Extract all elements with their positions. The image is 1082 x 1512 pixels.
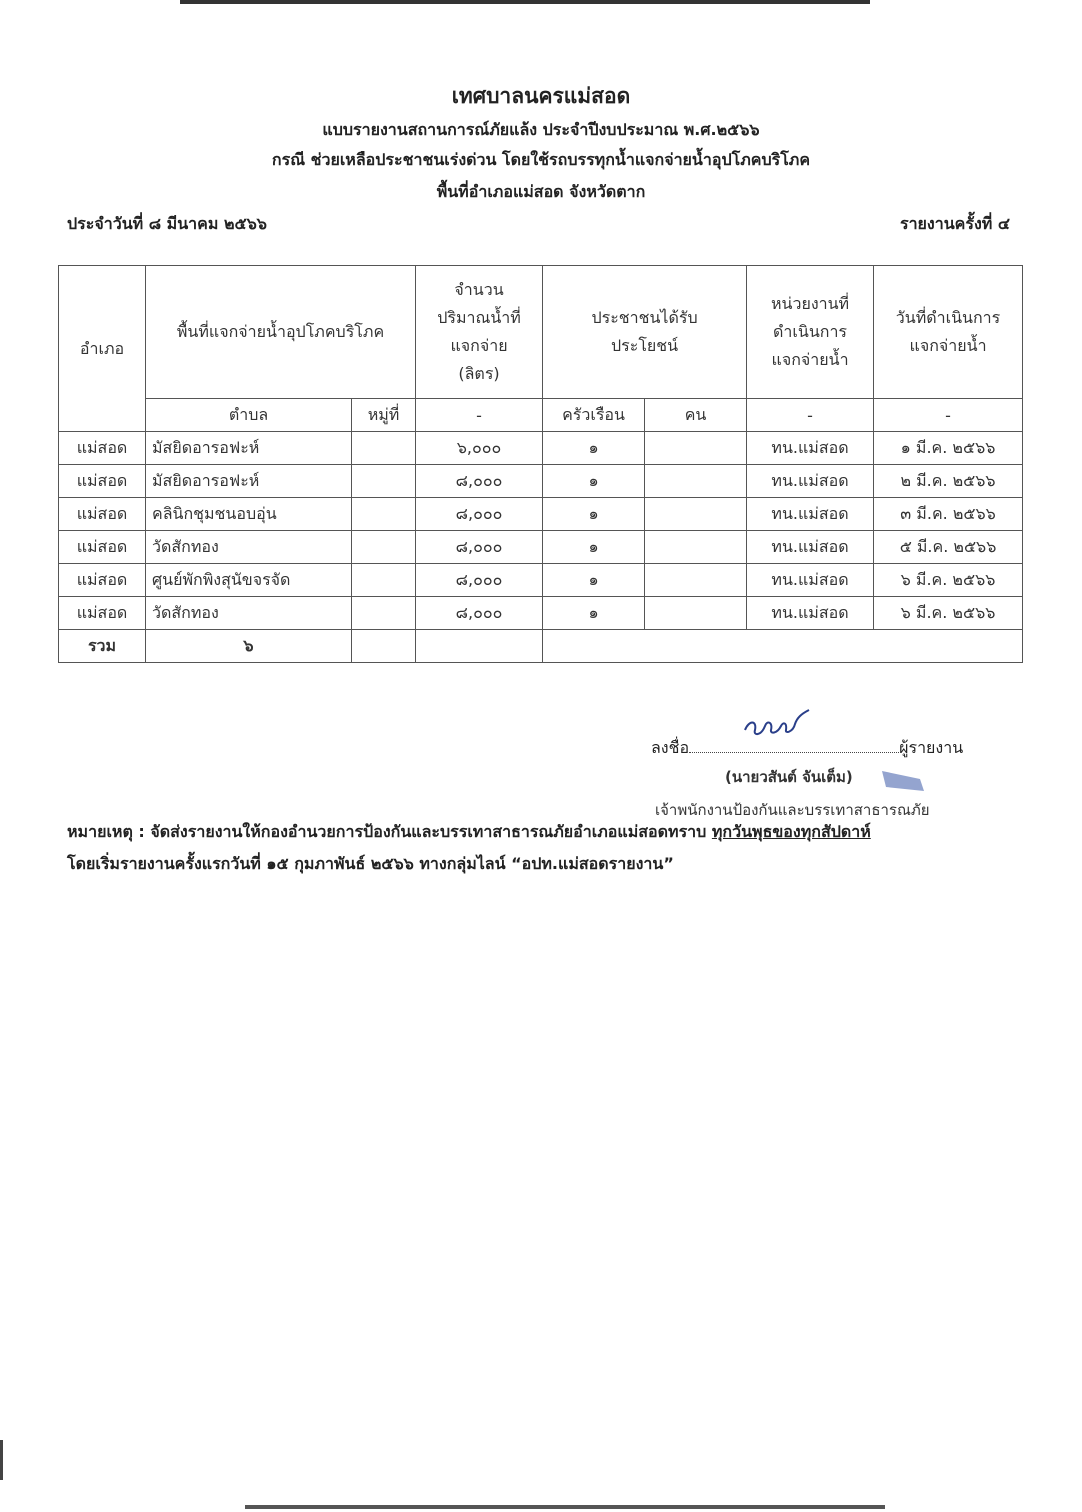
ink-stamp-mark [880,765,926,795]
cell-household: ๑ [543,432,645,465]
cell-date: ๖ มี.ค. ๒๕๖๖ [874,597,1023,630]
report-title-line2: กรณี ช่วยเหลือประชาชนเร่งด่วน โดยใช้รถบรรทุกน้ำแจกจ่ายน้ำอุปโภคบริโภค [271,150,811,169]
cell-household: ๑ [543,465,645,498]
cell-date: ๓ มี.ค. ๒๕๖๖ [874,498,1023,531]
total-empty-rest [543,630,1023,663]
total-row [59,630,1023,663]
top-edge-line [180,0,870,4]
cell-person [645,465,747,498]
report-number: รายงานครั้งที่ ๔ [899,214,1010,233]
scan-edge-mark [0,1440,3,1480]
cell-household: ๑ [543,531,645,564]
cell-amount: ๘,๐๐๐ [416,564,543,597]
cell-area: คลินิกชุมชนอบอุ่น [146,498,352,531]
cell-agency: ทน.แม่สอด [747,531,874,564]
total-empty-amount [416,630,543,663]
cell-agency: ทน.แม่สอด [747,432,874,465]
cell-person [645,564,747,597]
subheader-date-dash: - [874,399,1023,432]
cell-area: ศูนย์พักพิงสุนัขจรจัด [146,564,352,597]
total-label: รวม [59,630,146,663]
cell-area: มัสยิดอารอฟะห์ [146,465,352,498]
note-line2: โดยเริ่มรายงานครั้งแรกวันที่ ๑๕ กุมภาพันธ์ ๒๕๖๖ ทางกลุ่มไลน์ “อปท.แม่สอดรายงาน” [67,854,674,873]
cell-household: ๑ [543,564,645,597]
total-value: ๖ [146,630,352,663]
cell-area: วัดสักทอง [146,531,352,564]
table-row [59,531,1023,564]
cell-amount: ๘,๐๐๐ [416,531,543,564]
cell-district: แม่สอด [59,531,146,564]
cell-area: มัสยิดอารอฟะห์ [146,432,352,465]
cell-moo [352,498,416,531]
report-title-line1: แบบรายงานสถานการณ์ภัยแล้ง ประจำปีงบประมาณ พ.ศ.๒๕๖๖ [322,120,760,139]
org-title: เทศบาลนครแม่สอด [451,84,631,108]
cell-area: วัดสักทอง [146,597,352,630]
cell-moo [352,432,416,465]
cell-date: ๑ มี.ค. ๒๕๖๖ [874,432,1023,465]
header-district: อำเภอ [59,266,146,432]
cell-agency: ทน.แม่สอด [747,564,874,597]
cell-amount: ๘,๐๐๐ [416,465,543,498]
signature-blank [689,736,899,753]
cell-household: ๑ [543,597,645,630]
signer-position: เจ้าพนักงานป้องกันและบรรเทาสาธารณภัย [655,801,930,819]
header-agency: หน่วยงานที่ ดำเนินการ แจกจ่ายน้ำ [747,266,874,399]
cell-district: แม่สอด [59,465,146,498]
subheader-amount-dash: - [416,399,543,432]
subheader-person: คน [645,399,747,432]
cell-district: แม่สอด [59,597,146,630]
report-date: ประจำวันที่ ๘ มีนาคม ๒๕๖๖ [67,214,267,233]
cell-person [645,597,747,630]
cell-amount: ๘,๐๐๐ [416,498,543,531]
cell-moo [352,465,416,498]
subheader-tambon: ตำบล [146,399,352,432]
cell-moo [352,597,416,630]
cell-district: แม่สอด [59,498,146,531]
subheader-moo: หมู่ที่ [352,399,416,432]
header-amount: จำนวน ปริมาณน้ำที่ แจกจ่าย (ลิตร) [416,266,543,399]
cell-person [645,531,747,564]
subheader-household: ครัวเรือน [543,399,645,432]
subheader-agency-dash: - [747,399,874,432]
note-underlined: ทุกวันพุธของทุกสัปดาห์ [711,822,871,841]
cell-agency: ทน.แม่สอด [747,597,874,630]
cell-moo [352,564,416,597]
cell-agency: ทน.แม่สอด [747,498,874,531]
cell-person [645,498,747,531]
cell-district: แม่สอด [59,432,146,465]
sign-label: ลงชื่อ [651,738,690,757]
table-row [59,564,1023,597]
header-beneficiaries: ประชาชนได้รับ ประโยชน์ [543,266,747,399]
signer-name: (นายวสันต์ จันเต็ม) [725,768,853,786]
table-row [59,498,1023,531]
table-row [59,465,1023,498]
signature-line [651,736,991,761]
cell-amount: ๘,๐๐๐ [416,597,543,630]
header-date: วันที่ดำเนินการ แจกจ่ายน้ำ [874,266,1023,399]
handwritten-signature [739,706,829,742]
cell-moo [352,531,416,564]
cell-district: แม่สอด [59,564,146,597]
table-row [59,432,1023,465]
report-title-line3: พื้นที่อำเภอแม่สอด จังหวัดตาก [436,182,646,201]
cell-date: ๕ มี.ค. ๒๕๖๖ [874,531,1023,564]
note-text: หมายเหตุ : จัดส่งรายงานให้กองอำนวยการป้องกันและบรรเทาสาธารณภัยอำเภอแม่สอดทราบ [67,822,712,841]
total-empty-moo [352,630,416,663]
note-line1 [67,820,871,845]
reporter-label: ผู้รายงาน [899,738,964,757]
header-area: พื้นที่แจกจ่ายน้ำอุปโภคบริโภค [146,266,416,399]
bottom-edge-line [245,1505,885,1509]
cell-amount: ๖,๐๐๐ [416,432,543,465]
cell-agency: ทน.แม่สอด [747,465,874,498]
distribution-table [58,265,1023,663]
cell-date: ๒ มี.ค. ๒๕๖๖ [874,465,1023,498]
cell-date: ๖ มี.ค. ๒๕๖๖ [874,564,1023,597]
cell-person [645,432,747,465]
table-row [59,597,1023,630]
cell-household: ๑ [543,498,645,531]
